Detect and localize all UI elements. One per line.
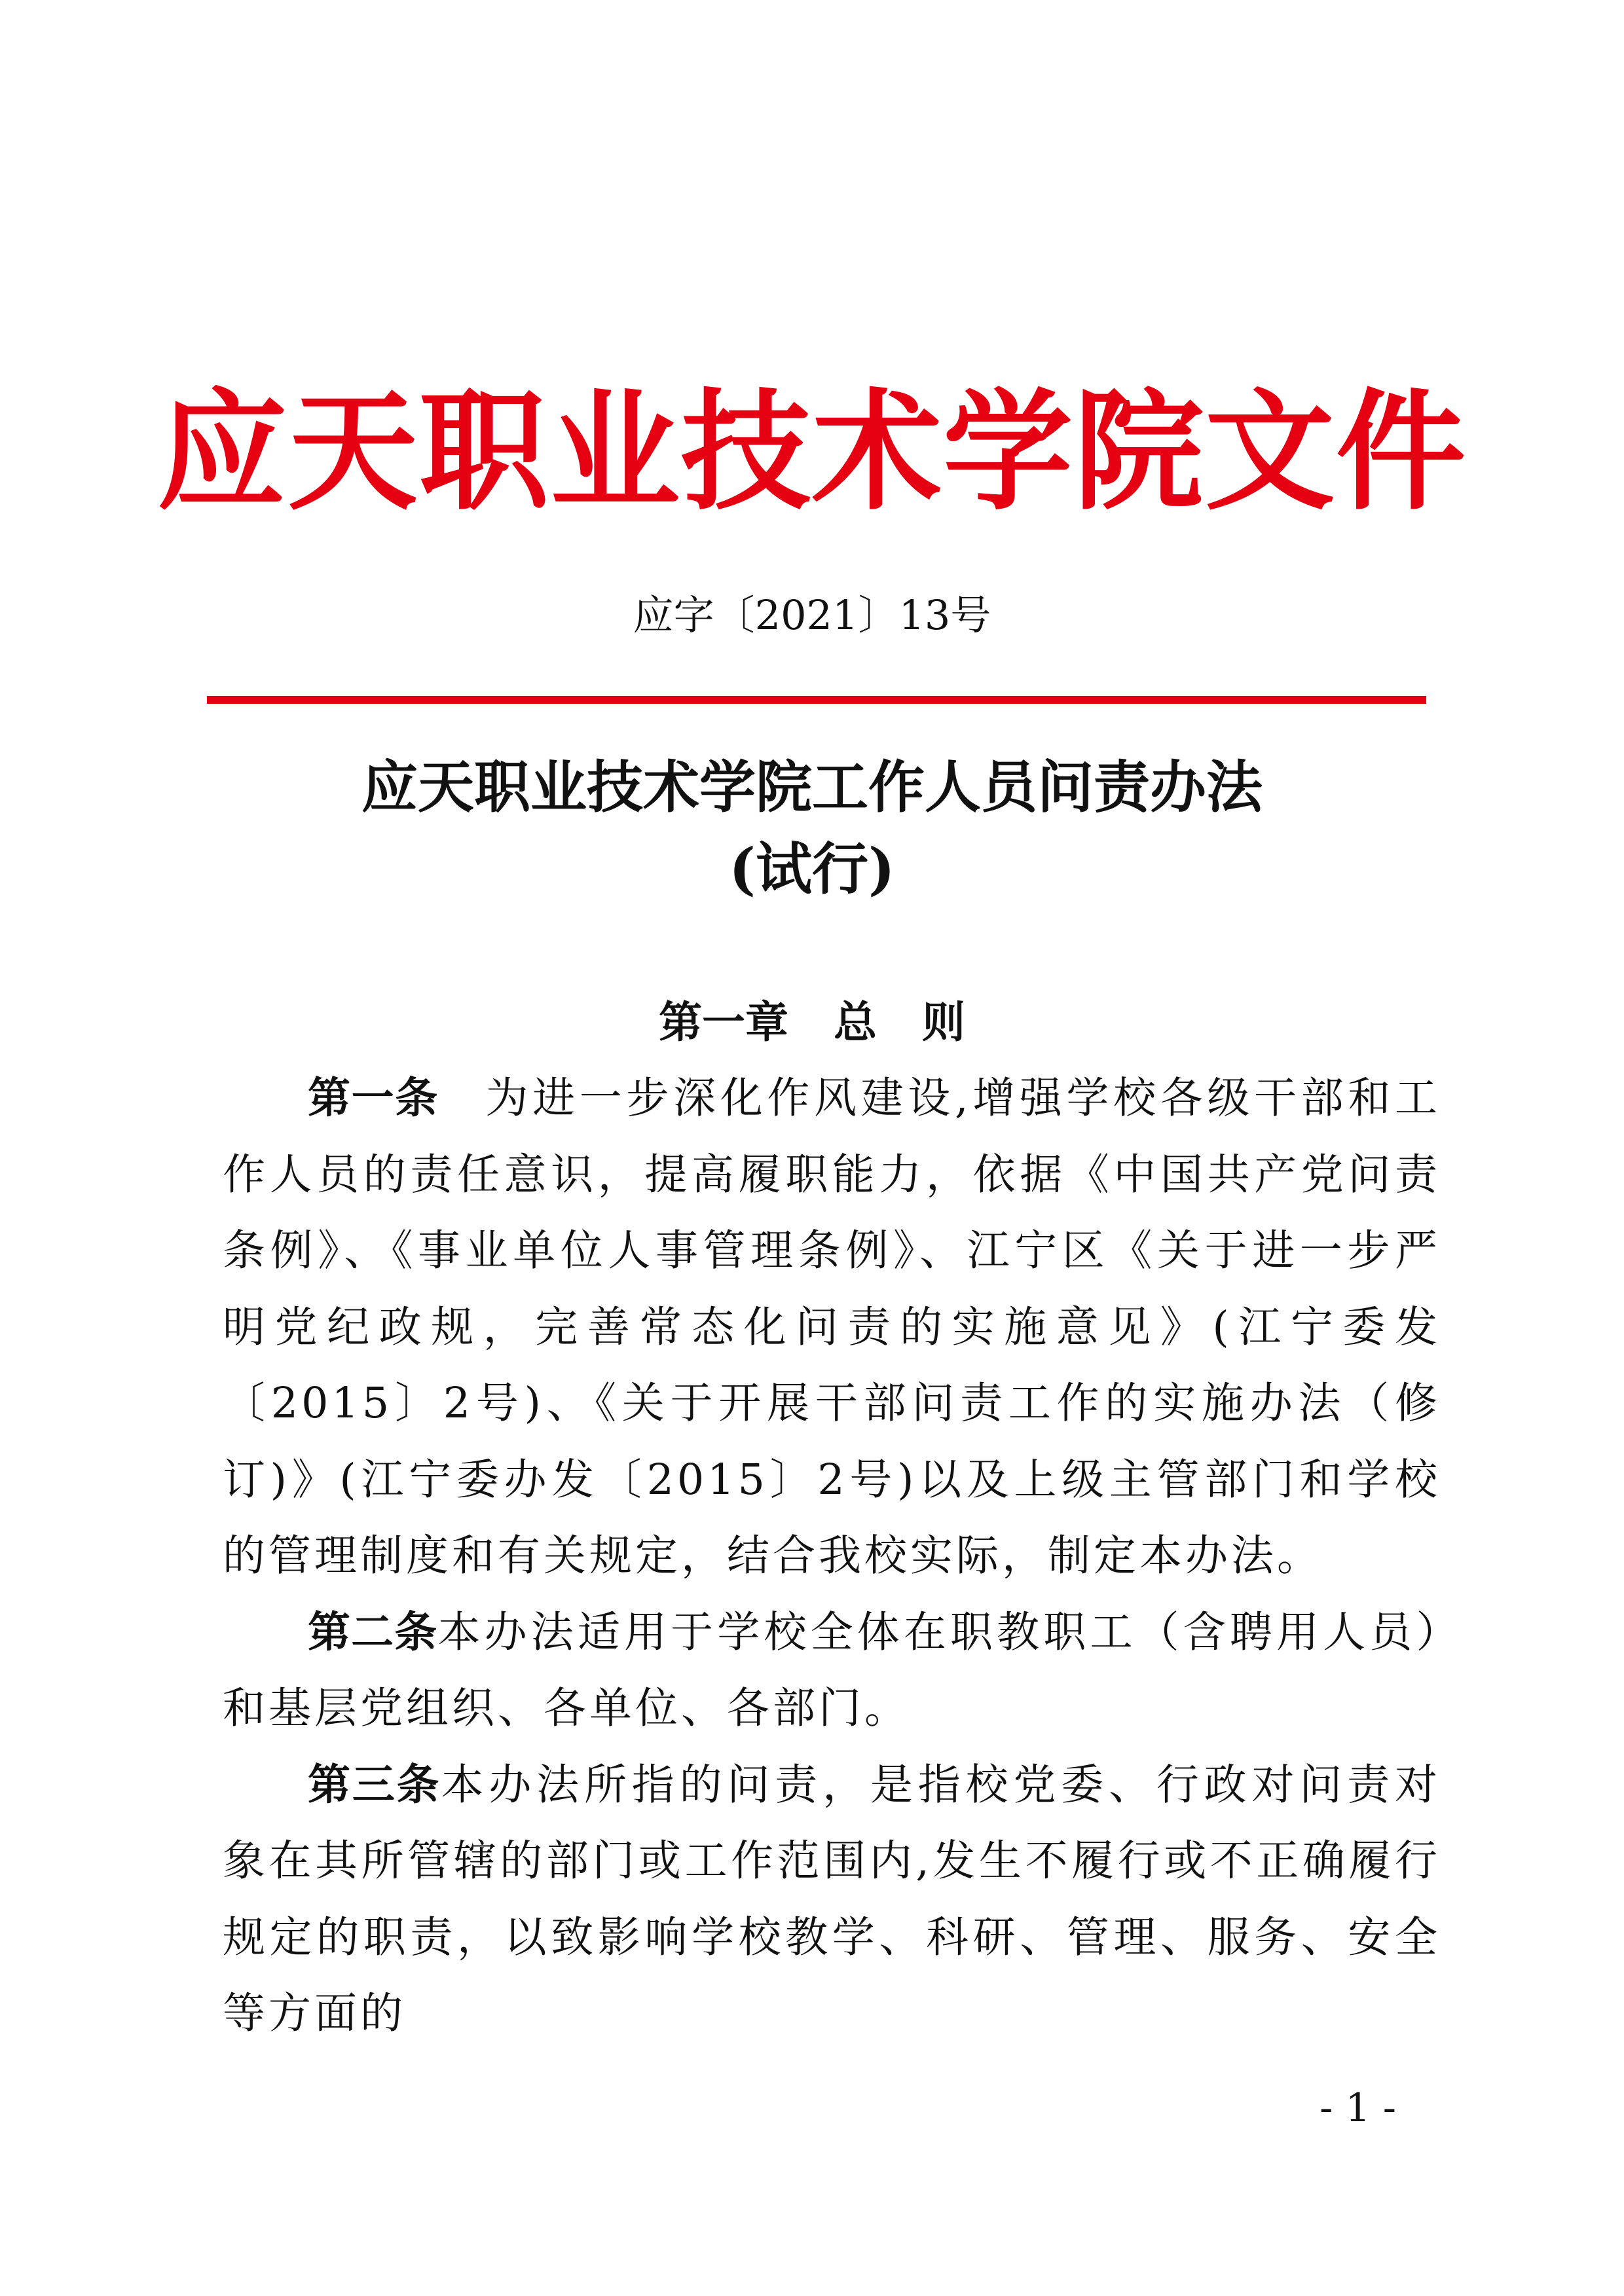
document-masthead: 应天职业技术学院文件 xyxy=(157,375,1467,528)
article-3 xyxy=(223,1747,1441,2052)
document-number: 应字〔2021〕13号 xyxy=(633,591,991,639)
article-1 xyxy=(223,1061,1441,1595)
article-2 xyxy=(223,1595,1441,1747)
article-label: 第一条 xyxy=(308,1074,439,1123)
chapter-heading: 第一章 总 则 xyxy=(659,996,965,1048)
article-text: 本办法所指的问责，是指校党委、行政对问责对象在其所管辖的部门或工作范围内,发生不履行或不正确履行规定的职责，以致影响学校教学、科研、管理、服务、安全等方面的 xyxy=(223,1760,1441,2038)
article-label: 第三条 xyxy=(308,1760,441,1810)
red-separator-line xyxy=(207,696,1426,704)
article-label: 第二条 xyxy=(308,1607,438,1657)
article-text: 本办法适用于学校全体在职教职工（含聘用人员）和基层党组织、各单位、各部门。 xyxy=(223,1607,1441,1733)
document-title: 应天职业技术学院工作人员问责办法 xyxy=(361,754,1263,820)
article-text: 为进一步深化作风建设,增强学校各级干部和工作人员的责任意识，提高履职能力，依据《中国共产党问责条例》、《事业单位人事管理条例》、江宁区《关于进一步严明党纪政规，完善常态化问责的实施意见》(江宁委发〔2015〕2号)、《关于开展干部问责工作的实施办法（修订)》(江宁委办发〔2015〕2号)以及上级主管部门和学校的管理制度和有关规定，结合我校实际，制定本办法。 xyxy=(223,1074,1441,1580)
document-body xyxy=(223,1061,1441,2052)
document-subtitle: (试行) xyxy=(729,836,895,902)
page-number: - 1 - xyxy=(1320,2085,1396,2131)
